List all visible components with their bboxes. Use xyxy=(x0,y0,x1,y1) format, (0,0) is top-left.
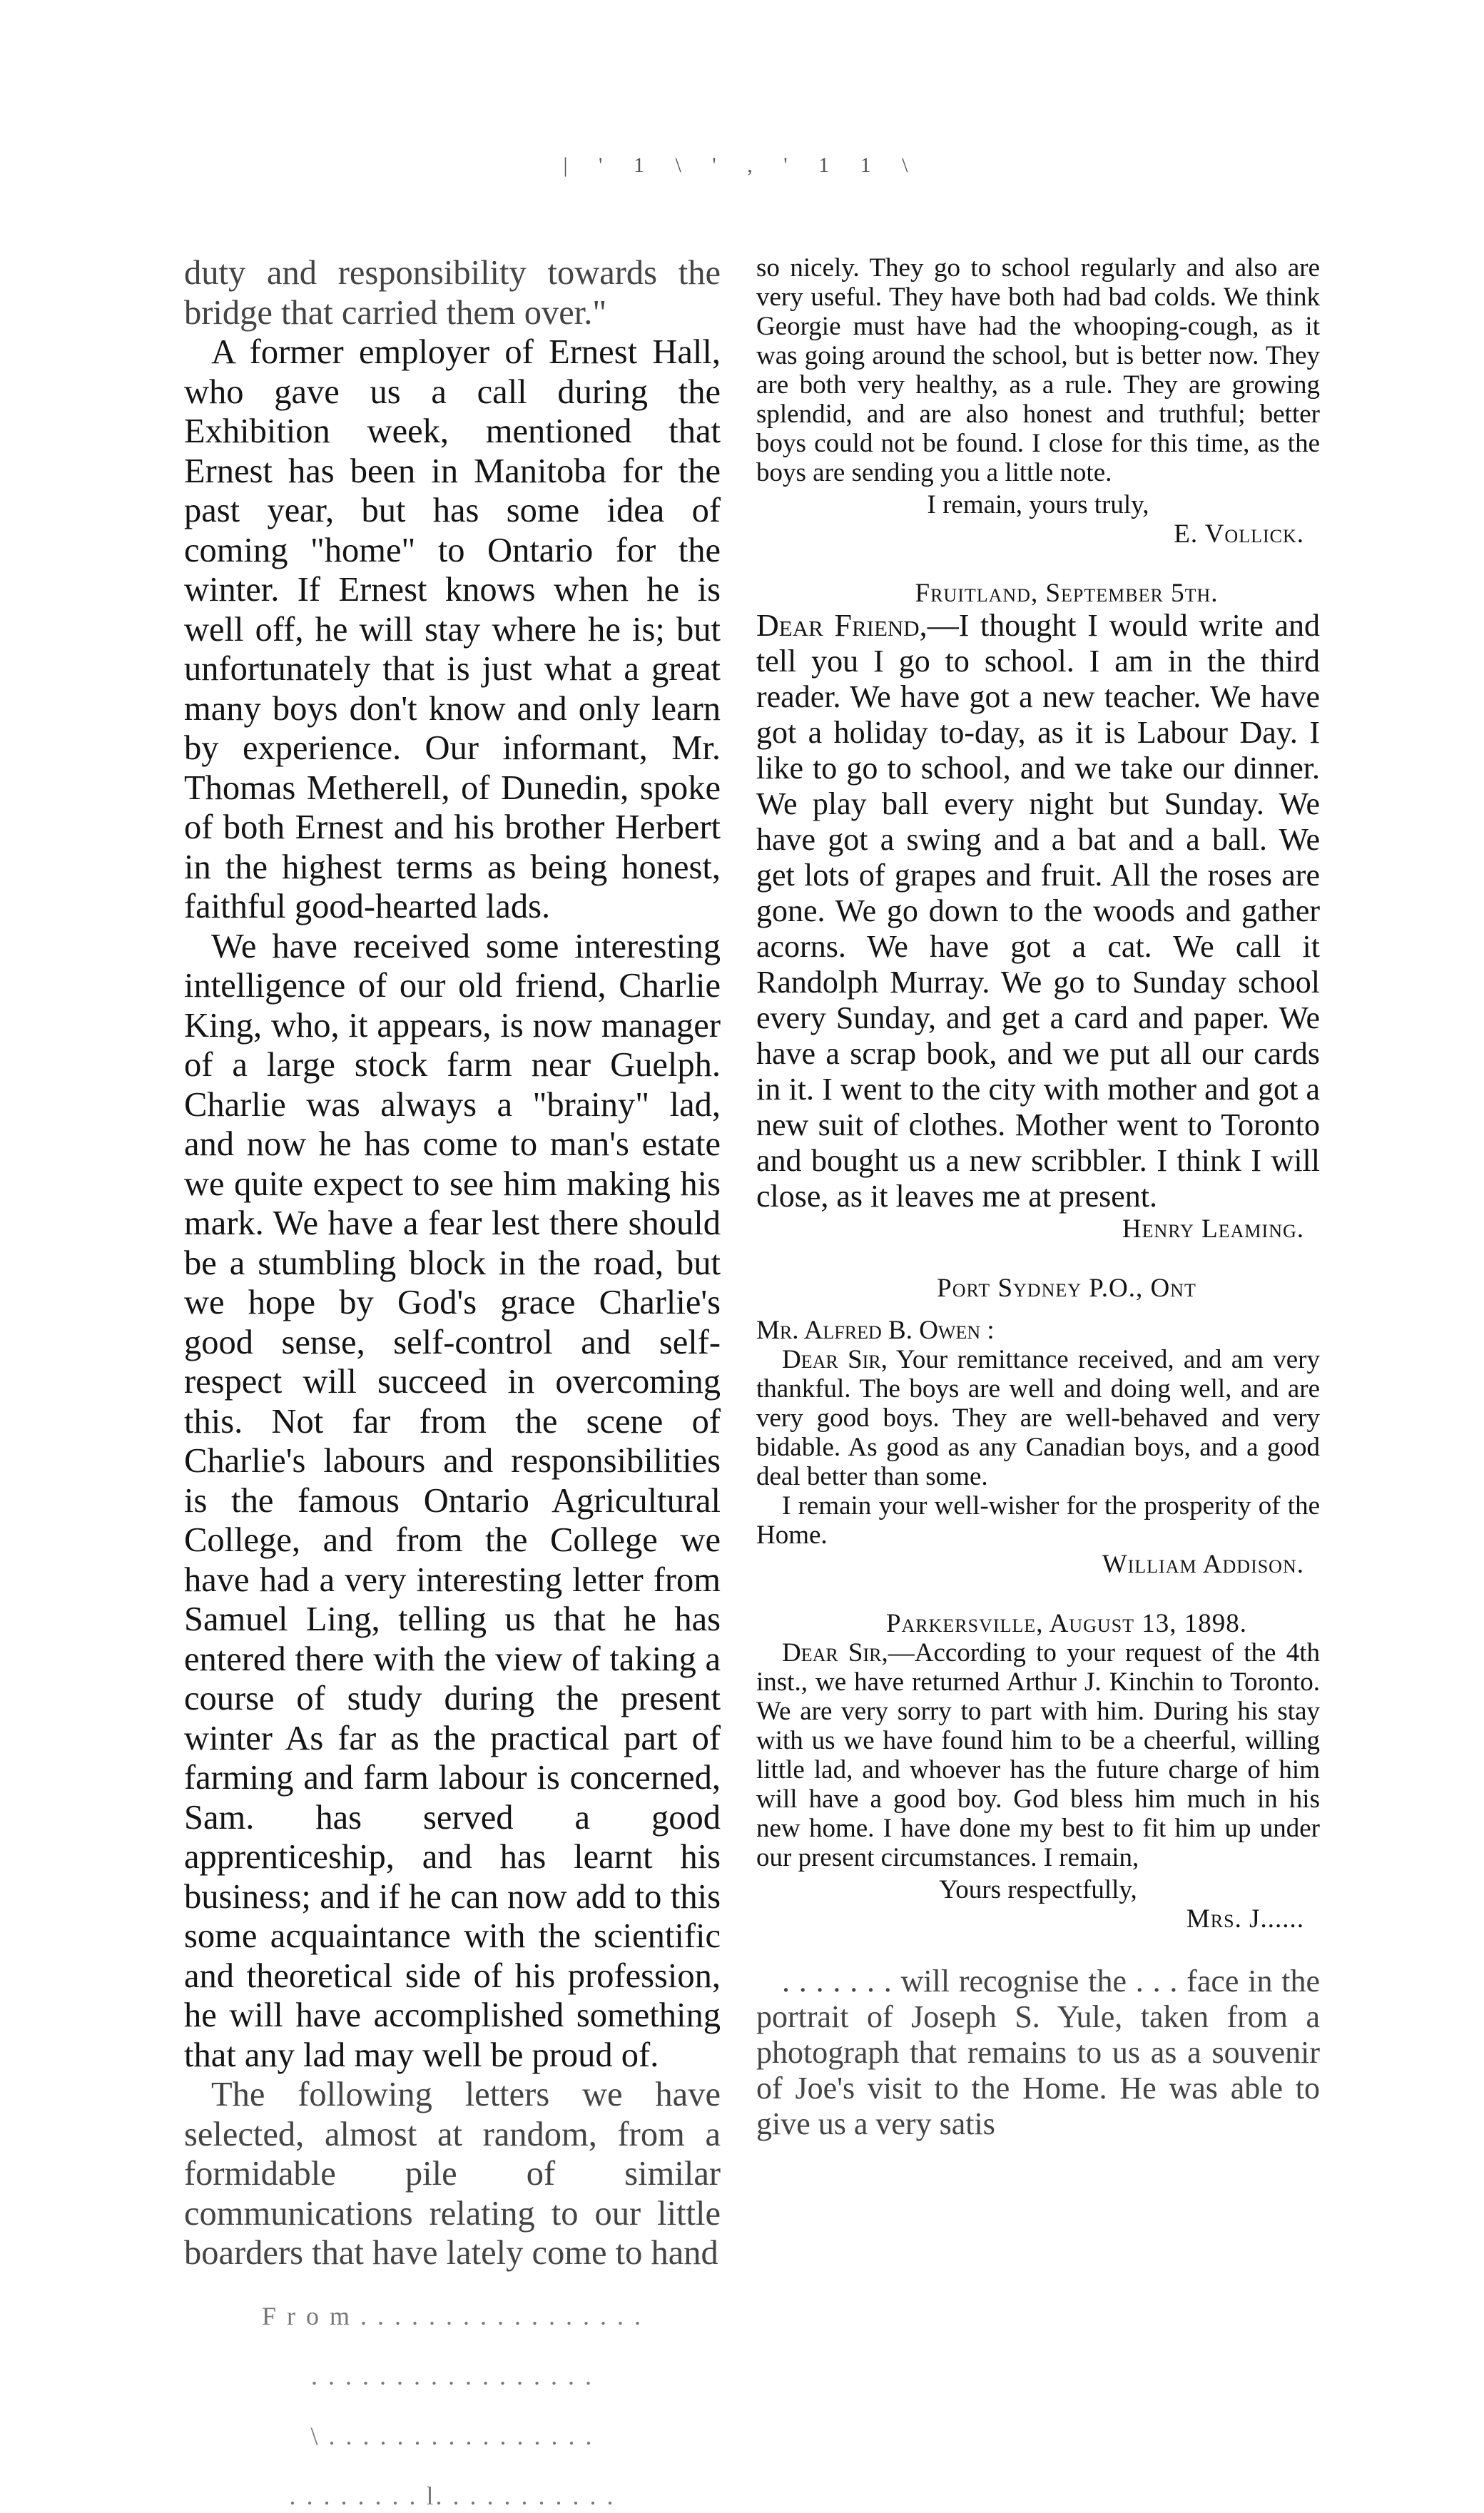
letter-addison-body xyxy=(756,1345,1320,1491)
letter-leaming-signature: Henry Leaming. xyxy=(1122,1214,1304,1244)
letter-vollick-signature: E. Vollick. xyxy=(1174,519,1304,549)
letter-vollick-body: so nicely. They go to school regularly and also are very useful. They have both had bad colds. We think Georgie must have had the whooping-cough, as it was going around the school, but is better now. They are both very healthy, as a rule. They are growing splendid, and are also honest and truthful; better boys could not be found. I close for this time, as the boys are sending you a little note. xyxy=(756,253,1320,487)
letter-parkersville-text: —According to your request of the 4th inst., we have returned Arthur J. Kinchin to Toronto. We are very sorry to part with him. During his stay with us we have found him to be a cheerful, willing little lad, and whoever has the future charge of him will have a good boy. God bless him much in his new home. I have done my best to fit him up under our present circumstances. I remain, xyxy=(756,1638,1320,1872)
letter-parkersville-signature: Mrs. J...... xyxy=(1186,1904,1304,1934)
letter-addison-salutation: Dear Sir, xyxy=(782,1345,888,1374)
right-column xyxy=(756,253,1320,2142)
paragraph-ernest-hall: A former employer of Ernest Hall, who gave us a call during the Exhibition week, mentioned that Ernest has been in Manitoba for the past year, but has some idea of coming "home" to Ontario for the winter. If Ernest knows when he is well off, he will stay where he is; but unfortunately that is just what a great many boys don't know and only learn by experience. Our informant, Mr. Thomas Metherell, of Dunedin, spoke of both Ernest and his brother Herbert in the highest terms as being honest, faithful good-hearted lads. xyxy=(184,333,721,925)
letter-leaming-salutation: Dear Friend, xyxy=(756,608,928,643)
faded-line-3: \ . . . . . . . . . . . . . . . . xyxy=(310,2421,594,2450)
letter-addison-signature: William Addison. xyxy=(1102,1550,1304,1579)
left-column xyxy=(184,253,721,2513)
faded-line-2: . . . . . . . . . . . . . . . . . xyxy=(311,2361,594,2390)
paragraph-charlie-king: We have received some interesting intelligence of our old friend, Charlie King, who, it appears, is now manager of a large stock farm near Guelph. Charlie was always a "brainy" lad, and now he has come to man's estate we quite expect to see him making his mark. We have a fear lest there should be a stumbling block in the road, but we hope by God's grace Charlie's good sense, self-control and self-respect will succeed in overcoming this. Not far from the scene of Charlie's labours and responsibilities is the famous Ontario Agricultural College, and from the College we have had a very interesting letter from Samuel Ling, telling us that he has entered there with the view of taking a course of study during the present winter As far as the practical part of farming and farm labour is concerned, Sam. has served a good apprenticeship, and has learnt his business; and if he can now add to this some acquaintance with the scientific and theoretical side of his profession, he will have accomplished something that any lad may well be proud of. xyxy=(184,927,721,2074)
letter-parkersville-dateline: Parkersville, August 13, 1898. xyxy=(885,1609,1248,1638)
faded-line-4: . . . . . . . . l. . . . . . . . . . . xyxy=(289,2481,616,2510)
letter-parkersville-body xyxy=(756,1638,1320,1872)
letter-addison-closing: I remain your well-wisher for the prosperity of the Home. xyxy=(756,1491,1320,1550)
letter-vollick-closing: I remain, yours truly, xyxy=(927,490,1149,519)
paragraph-joseph-yule: . . . . . . . will recognise the . . . face in the portrait of Joseph S. Yule, taken from a photograph that remains to us as a souvenir of Joe's visit to the Home. He was able to give us a very satis xyxy=(756,1964,1320,2141)
letter-leaming-text: —I thought I would write and tell you I go to school. I am in the third reader. We have got a new teacher. We have got a holiday to-day, as it is Labour Day. I like to go to school, and we take our dinner. We play ball every night but Sunday. We have got a swing and a bat and a ball. We get lots of grapes and fruit. All the roses are gone. We go down to the woods and gather acorns. We have got a cat. We call it Randolph Murray. We go to Sunday school every Sunday, and get a card and paper. We have a scrap book, and we put all our cards in it. I went to the city with mother and got a new suit of clothes. Mother went to Toronto and bought us a new scribbler. I think I will close, as it leaves me at present. xyxy=(756,608,1320,1214)
letter-addison-dateline: Port Sydney P.O., Ont xyxy=(937,1274,1196,1303)
letter-parkersville-closing: Yours respectfully, xyxy=(939,1875,1137,1904)
running-head: | ' 1 \ ' , ' 1 1 \ xyxy=(563,153,921,177)
faded-line-1: F r o m . . . . . . . . . . . . . . . . . xyxy=(261,2301,643,2330)
letter-leaming-dateline: Fruitland, September 5th. xyxy=(915,579,1219,608)
paragraph-letters-intro: The following letters we have selected, almost at random, from a formidable pile of similar communications relating to our little boarders that have lately come to hand xyxy=(184,2076,721,2272)
letter-parkersville-salutation: Dear Sir, xyxy=(782,1638,888,1667)
letter-addison-text: Your remittance received, and am very thankful. The boys are well and doing well, and are very good boys. They are well-behaved and very bidable. As good as any Canadian boys, and a good deal better than some. xyxy=(756,1345,1320,1491)
letter-addison-recipient: Mr. Alfred B. Owen : xyxy=(756,1316,995,1345)
letter-leaming-body xyxy=(756,608,1320,1214)
paragraph-continuation: duty and responsibility towards the bridge that carried them over." xyxy=(184,254,721,332)
